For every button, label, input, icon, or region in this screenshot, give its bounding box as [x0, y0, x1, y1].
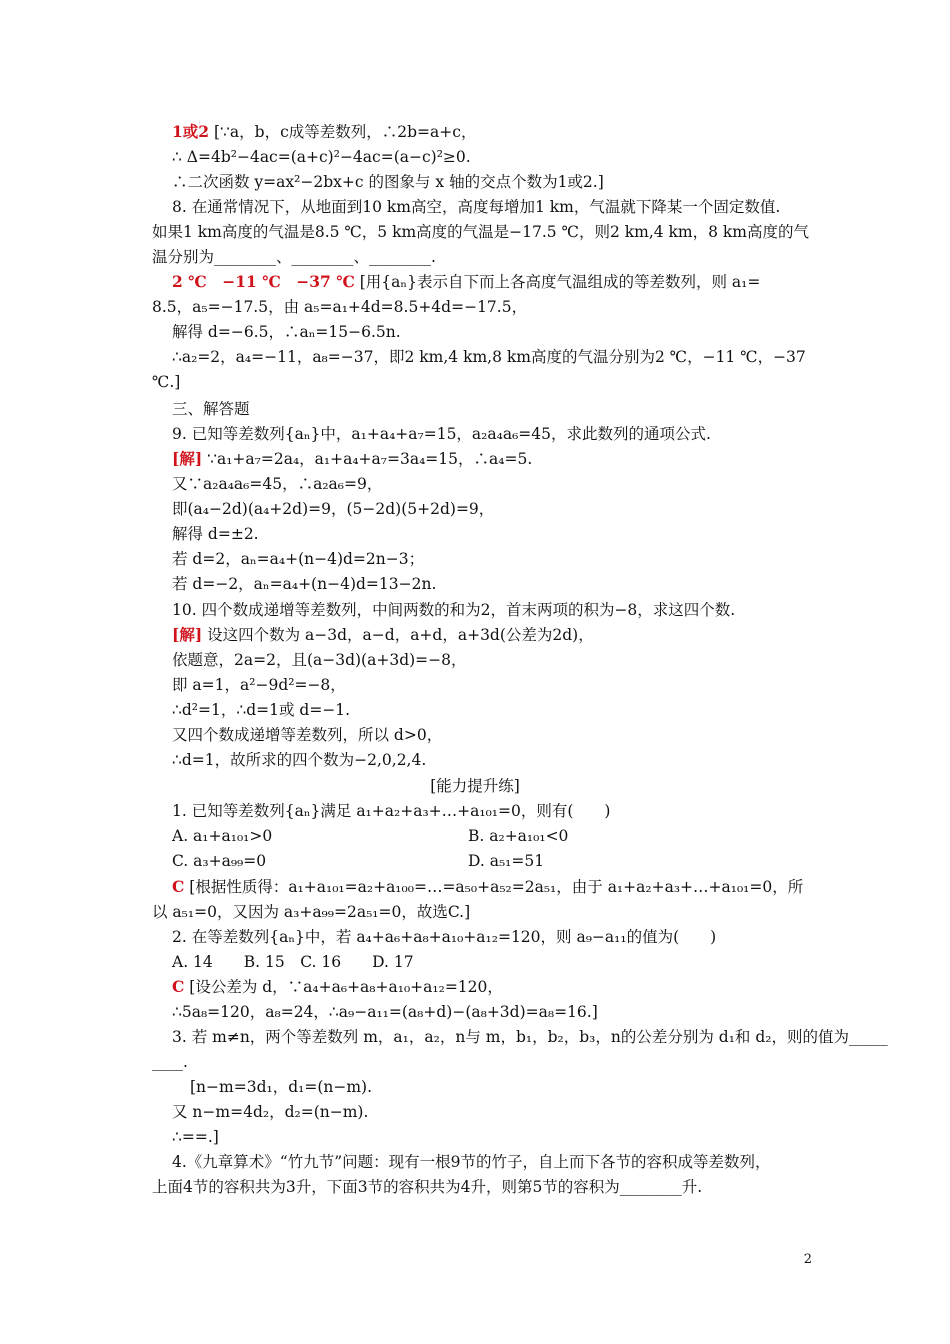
text-line — [172, 497, 494, 521]
line-text: 3. 若 m≠n，两个等差数列 m，a₁，a₂，n与 m，b₁，b₂，b₃，n的公差分别为 d₁和 d₂，则的值为_____ — [172, 1028, 888, 1046]
line-text: 若 d=2，aₙ=a₄+(n−4)d=2n−3； — [172, 550, 425, 568]
line-text: 解得 d=±2. — [172, 525, 259, 543]
answer-mark: 2 ℃ −11 ℃ −37 ℃ — [172, 272, 355, 291]
text-line — [172, 472, 382, 496]
text-line — [172, 447, 532, 471]
text-line — [172, 120, 476, 144]
text-line — [172, 698, 350, 722]
line-text: [设公差为 d，∵a₄+a₆+a₈+a₁₀+a₁₂=120， — [184, 978, 503, 996]
text-line — [152, 1175, 702, 1199]
line-text: ∴==.] — [172, 1128, 219, 1146]
line-text: [根据性质得：a₁+a₁₀₁=a₂+a₁₀₀=…=a₅₀+a₅₂=2a₅₁，由于 a₁+a₂+a₃+…+a₁₀₁=0，所 — [184, 878, 804, 896]
line-text: [n−m=3d₁，d₁=(n−m). — [190, 1078, 373, 1096]
text-line — [172, 950, 414, 974]
text-line — [172, 547, 424, 571]
text-line — [172, 1150, 771, 1174]
text-line — [152, 1050, 188, 1074]
answer-mark: 1或2 — [172, 122, 210, 141]
line-text: ∴d²=1，∴d=1或 d=−1. — [172, 701, 351, 719]
line-text: 又四个数成递增等差数列，所以 d>0， — [172, 726, 443, 744]
line-text: ℃.] — [152, 373, 181, 391]
line-text: 如果1 km高度的气温是8.5 ℃，5 km高度的气温是−17.5 ℃，则2 km,4 km，8 km高度的气 — [152, 223, 810, 241]
page-number: 2 — [803, 1252, 812, 1267]
text-line — [172, 925, 716, 949]
answer-mark: [解] — [172, 449, 203, 468]
text-line — [172, 320, 401, 344]
line-text: 依题意，2a=2，且(a−3d)(a+3d)=−8， — [172, 651, 467, 669]
line-text: ____. — [152, 1053, 188, 1071]
line-text: 即 a=1，a²−9d²=−8， — [172, 676, 346, 694]
text-line — [190, 1075, 372, 1099]
text-line — [172, 723, 442, 747]
line-text: [∵a，b，c成等差数列，∴2b=a+c， — [209, 123, 477, 141]
text-line — [172, 170, 604, 194]
text-line — [468, 849, 544, 873]
line-text: 温分别为________、________、________. — [152, 248, 436, 266]
text-line — [172, 623, 594, 647]
text-line — [172, 875, 803, 899]
text-line — [172, 1100, 368, 1124]
text-line — [468, 824, 568, 848]
text-line — [172, 824, 272, 848]
line-text: B. a₂+a₁₀₁<0 — [468, 827, 569, 845]
answer-mark: C — [172, 877, 185, 896]
line-text: ∴ Δ=4b²−4ac=(a+c)²−4ac=(a−c)²≥0. — [172, 148, 471, 166]
line-text: 8.5，a₅=−17.5，由 a₅=a₁+4d=8.5+4d=−17.5， — [152, 298, 528, 316]
line-text: 解得 d=−6.5，∴aₙ=15−6.5n. — [172, 323, 401, 341]
line-text: A. 14 B. 15 C. 16 D. 17 — [172, 953, 414, 971]
text-line — [172, 397, 250, 421]
answer-mark: C — [172, 977, 185, 996]
line-text: ∵a₁+a₇=2a₄，a₁+a₄+a₇=3a₄=15，∴a₄=5. — [202, 450, 533, 468]
text-line — [152, 220, 809, 244]
line-text: 三、解答题 — [172, 400, 250, 418]
line-text: 9. 已知等差数列{aₙ}中，a₁+a₄+a₇=15，a₂a₄a₆=45，求此数列的通项公式. — [172, 425, 711, 443]
line-text: ∴5a₈=120，a₈=24，∴a₉−a₁₁=(a₈+d)−(a₈+3d)=a₈=16.] — [172, 1003, 598, 1021]
text-line — [172, 975, 503, 999]
line-text: ∴二次函数 y=ax²−2bx+c 的图象与 x 轴的交点个数为1或2.] — [172, 173, 604, 191]
answer-mark: [解] — [172, 625, 203, 644]
line-text: A. a₁+a₁₀₁>0 — [172, 827, 273, 845]
line-text: 以 a₅₁=0，又因为 a₃+a₉₉=2a₅₁=0，故选C.] — [152, 903, 471, 921]
line-text: 上面4节的容积共为3升，下面3节的容积共为4升，则第5节的容积为________升. — [152, 1178, 703, 1196]
line-text: 1. 已知等差数列{aₙ}满足 a₁+a₂+a₃+…+a₁₀₁=0，则有( ) — [172, 802, 611, 820]
line-text: ∴a₂=2，a₄=−11，a₈=−37，即2 km,4 km,8 km高度的气温分别为2 ℃，−11 ℃，−37 — [172, 348, 806, 366]
text-line — [172, 270, 760, 294]
text-line — [172, 799, 610, 823]
text-line — [172, 195, 780, 219]
text-line — [172, 648, 467, 672]
text-line — [152, 245, 436, 269]
line-text: 即(a₄−2d)(a₄+2d)=9，(5−2d)(5+2d)=9， — [172, 500, 495, 518]
line-text: 设这四个数为 a−3d，a−d，a+d，a+3d(公差为2d)， — [202, 626, 594, 644]
line-text: 若 d=−2，aₙ=a₄+(n−4)d=13−2n. — [172, 575, 437, 593]
text-line — [172, 598, 735, 622]
line-text: 2. 在等差数列{aₙ}中，若 a₄+a₆+a₈+a₁₀+a₁₂=120，则 a₉−a₁₁的值为( ) — [172, 928, 717, 946]
line-text: ∴d=1，故所求的四个数为−2,0,2,4. — [172, 751, 427, 769]
line-text: 又∵a₂a₄a₆=45，∴a₂a₆=9， — [172, 475, 383, 493]
text-line — [172, 345, 806, 369]
text-line — [152, 370, 180, 394]
text-line — [152, 900, 470, 924]
line-text: 4.《九章算术》“竹九节”问题：现有一根9节的竹子，自上而下各节的容积成等差数列， — [172, 1153, 771, 1171]
text-line — [172, 572, 436, 596]
line-text: 10. 四个数成递增等差数列，中间两数的和为2，首末两项的积为−8，求这四个数. — [172, 601, 736, 619]
text-line — [172, 1025, 888, 1049]
line-text: D. a₅₁=51 — [468, 852, 545, 870]
text-line — [172, 1125, 219, 1149]
text-line — [172, 422, 711, 446]
text-line — [172, 673, 346, 697]
text-line — [0, 774, 950, 798]
line-text: [能力提升练] — [430, 777, 520, 795]
text-line — [172, 1000, 598, 1024]
line-text: 又 n−m=4d₂，d₂=(n−m). — [172, 1103, 369, 1121]
text-line — [172, 522, 259, 546]
text-line — [152, 295, 527, 319]
text-line — [172, 145, 471, 169]
line-text: 8. 在通常情况下，从地面到10 km高空，高度每增加1 km，气温就下降某一个固定数值. — [172, 198, 781, 216]
line-text: C. a₃+a₉₉=0 — [172, 852, 267, 870]
text-line — [172, 849, 266, 873]
text-line — [172, 748, 426, 772]
line-text: [用{aₙ}表示自下而上各高度气温组成的等差数列，则 a₁= — [354, 273, 761, 291]
